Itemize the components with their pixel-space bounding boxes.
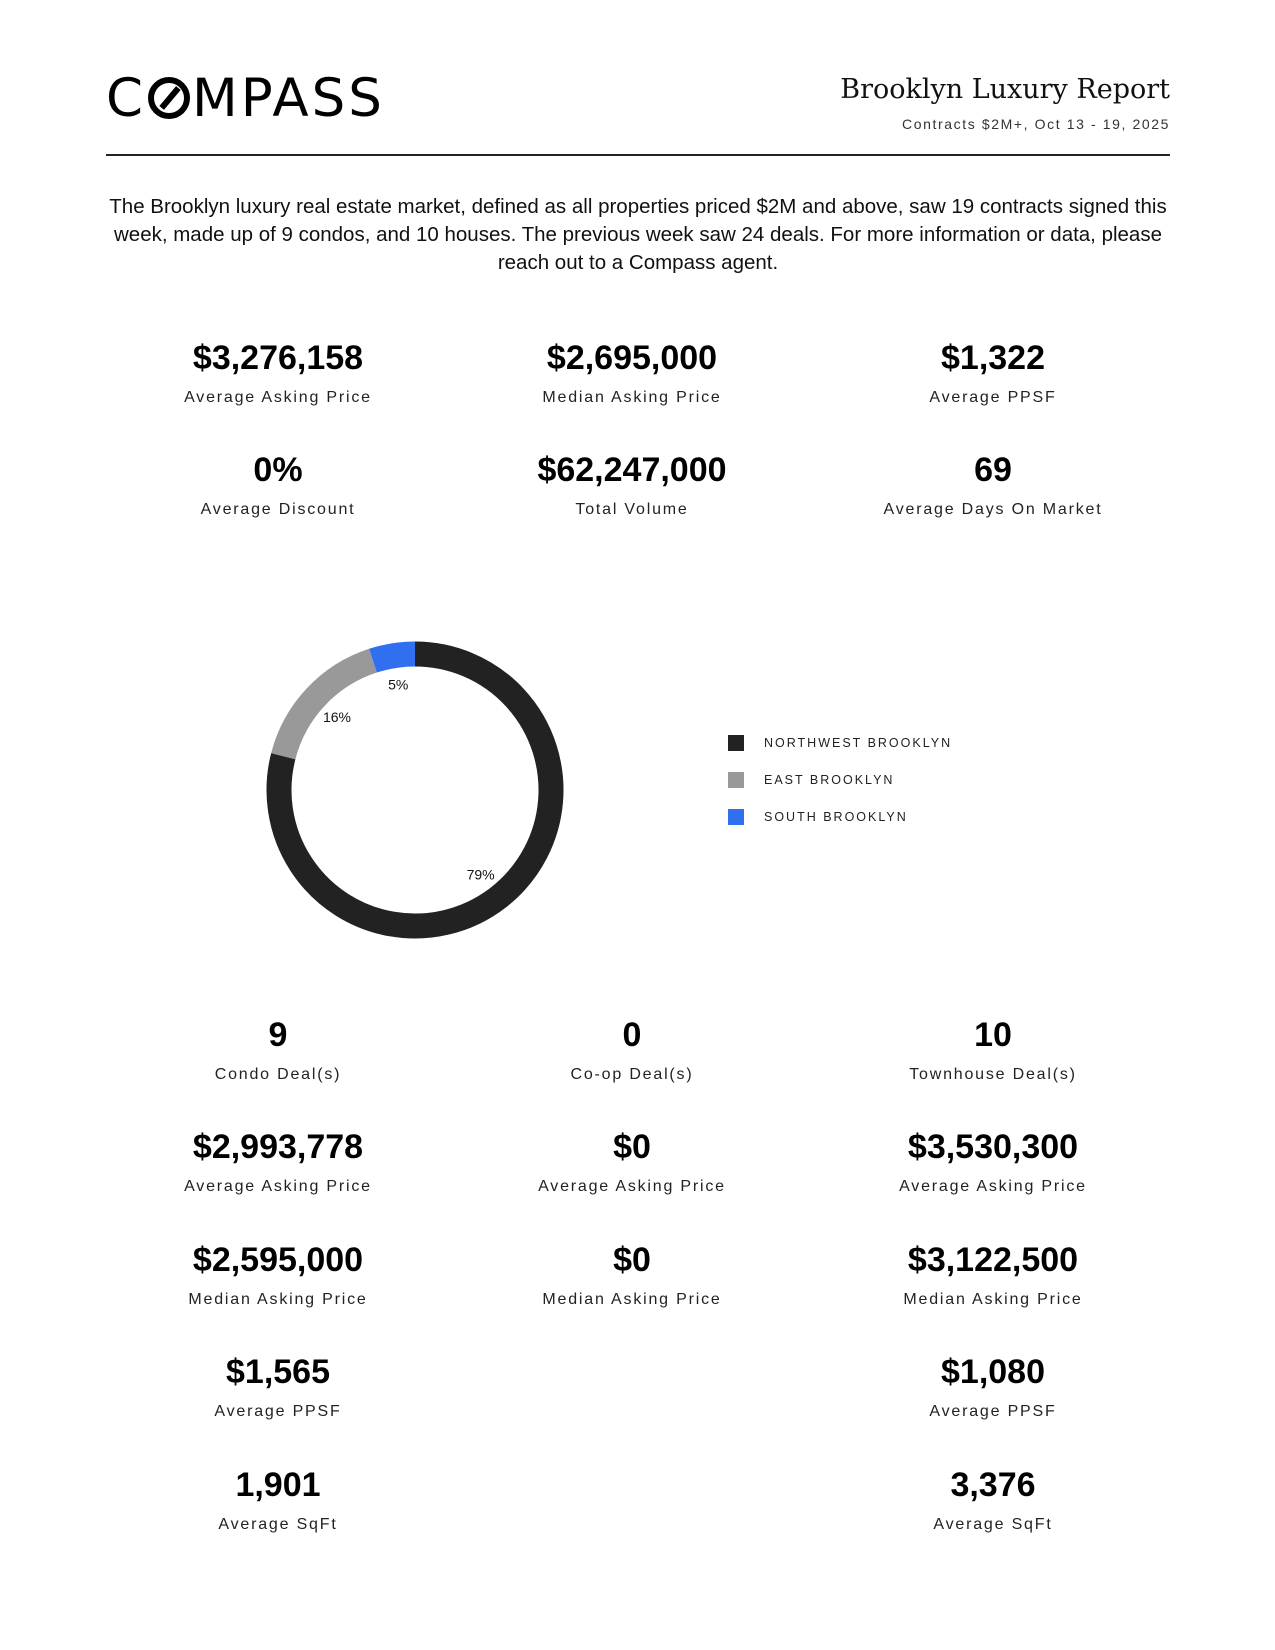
townhouse-average-sqft bbox=[813, 1465, 1173, 1535]
chart-legend bbox=[728, 724, 952, 835]
stat-label: Median Asking Price bbox=[542, 1291, 722, 1308]
legend-item-northwest-brooklyn bbox=[728, 724, 952, 761]
coop-average-asking-price bbox=[452, 1127, 812, 1197]
stat-average-discount bbox=[98, 450, 458, 520]
stat-label: Average SqFt bbox=[218, 1516, 338, 1533]
legend-swatch bbox=[728, 772, 744, 788]
stat-average-days-on-market bbox=[813, 450, 1173, 520]
donut-slice-label: 16% bbox=[322, 708, 352, 725]
stat-label: Average PPSF bbox=[929, 389, 1057, 406]
condo-deals bbox=[98, 1015, 458, 1085]
compass-logo: C MPASS bbox=[106, 68, 385, 129]
report-title: Brooklyn Luxury Report bbox=[840, 74, 1170, 105]
stat-label: Average PPSF bbox=[214, 1403, 342, 1420]
stat-label: Average Asking Price bbox=[899, 1178, 1087, 1195]
stat-value: 69 bbox=[974, 451, 1012, 489]
intro-paragraph: The Brooklyn luxury real estate market, defined as all properties priced $2M and above, saw 19 contracts signed this week, made up of 9 condos, and 10 houses. The previous week saw 24 deals. For more information or data, please reach out to a Compass agent. bbox=[109, 195, 1167, 274]
condo-average-asking-price bbox=[98, 1127, 458, 1197]
legend-swatch bbox=[728, 809, 744, 825]
stat-label: Co-op Deal(s) bbox=[570, 1066, 694, 1083]
donut-slice-label: 5% bbox=[388, 676, 409, 693]
stat-value: $2,695,000 bbox=[546, 339, 718, 377]
stat-label: Townhouse Deal(s) bbox=[909, 1066, 1077, 1083]
donut-slice-south-brooklyn bbox=[373, 654, 415, 661]
stat-value: 1,901 bbox=[235, 1466, 321, 1504]
stat-label: Total Volume bbox=[575, 501, 689, 518]
stat-value: $1,080 bbox=[941, 1353, 1045, 1391]
stat-label: Median Asking Price bbox=[188, 1291, 368, 1308]
compass-logo-o-icon bbox=[148, 77, 190, 119]
stat-label: Median Asking Price bbox=[903, 1291, 1083, 1308]
header-divider bbox=[106, 154, 1170, 156]
legend-item-east-brooklyn bbox=[728, 761, 952, 798]
legend-label: SOUTH BROOKLYN bbox=[764, 809, 908, 824]
stat-value: $3,122,500 bbox=[907, 1241, 1079, 1279]
stat-label: Average Asking Price bbox=[184, 389, 372, 406]
stat-value: $3,276,158 bbox=[192, 339, 364, 377]
legend-label: EAST BROOKLYN bbox=[764, 772, 895, 787]
stat-average-asking-price bbox=[98, 338, 458, 408]
stat-value: $3,530,300 bbox=[907, 1128, 1079, 1166]
townhouse-deals bbox=[813, 1015, 1173, 1085]
stat-value: $1,322 bbox=[941, 339, 1045, 377]
stat-label: Average Asking Price bbox=[184, 1178, 372, 1195]
stat-median-asking-price bbox=[452, 338, 812, 408]
stat-value: $0 bbox=[613, 1241, 651, 1279]
coop-deals bbox=[452, 1015, 812, 1085]
condo-average-ppsf bbox=[98, 1352, 458, 1422]
legend-label: NORTHWEST BROOKLYN bbox=[764, 735, 953, 750]
stat-label: Median Asking Price bbox=[542, 389, 722, 406]
stat-value: 10 bbox=[974, 1016, 1012, 1054]
legend-item-south-brooklyn bbox=[728, 798, 952, 835]
stat-value: $62,247,000 bbox=[537, 451, 727, 489]
townhouse-average-asking-price bbox=[813, 1127, 1173, 1197]
stat-value: 0 bbox=[622, 1016, 642, 1054]
borough-donut-chart bbox=[250, 625, 580, 955]
stat-label: Condo Deal(s) bbox=[214, 1066, 342, 1083]
stat-average-ppsf bbox=[813, 338, 1173, 408]
report-header bbox=[106, 70, 1170, 156]
stat-label: Average SqFt bbox=[933, 1516, 1053, 1533]
condo-average-sqft bbox=[98, 1465, 458, 1535]
stat-value: $1,565 bbox=[226, 1353, 330, 1391]
stat-total-volume bbox=[452, 450, 812, 520]
stat-value: 3,376 bbox=[950, 1466, 1036, 1504]
condo-median-asking-price bbox=[98, 1240, 458, 1310]
townhouse-average-ppsf bbox=[813, 1352, 1173, 1422]
stat-label: Average Asking Price bbox=[538, 1178, 726, 1195]
stat-label: Average PPSF bbox=[929, 1403, 1057, 1420]
stat-label: Average Days On Market bbox=[883, 501, 1103, 518]
stat-label: Average Discount bbox=[200, 501, 356, 518]
stat-value: $2,595,000 bbox=[192, 1241, 364, 1279]
stat-value: $2,993,778 bbox=[192, 1128, 364, 1166]
townhouse-median-asking-price bbox=[813, 1240, 1173, 1310]
coop-median-asking-price bbox=[452, 1240, 812, 1310]
stat-value: 9 bbox=[268, 1016, 288, 1054]
stat-value: 0% bbox=[253, 451, 303, 489]
legend-swatch bbox=[728, 735, 744, 751]
stat-value: $0 bbox=[613, 1128, 651, 1166]
donut-slice-label: 79% bbox=[466, 866, 495, 883]
report-subtitle: Contracts $2M+, Oct 13 - 19, 2025 bbox=[902, 116, 1170, 132]
